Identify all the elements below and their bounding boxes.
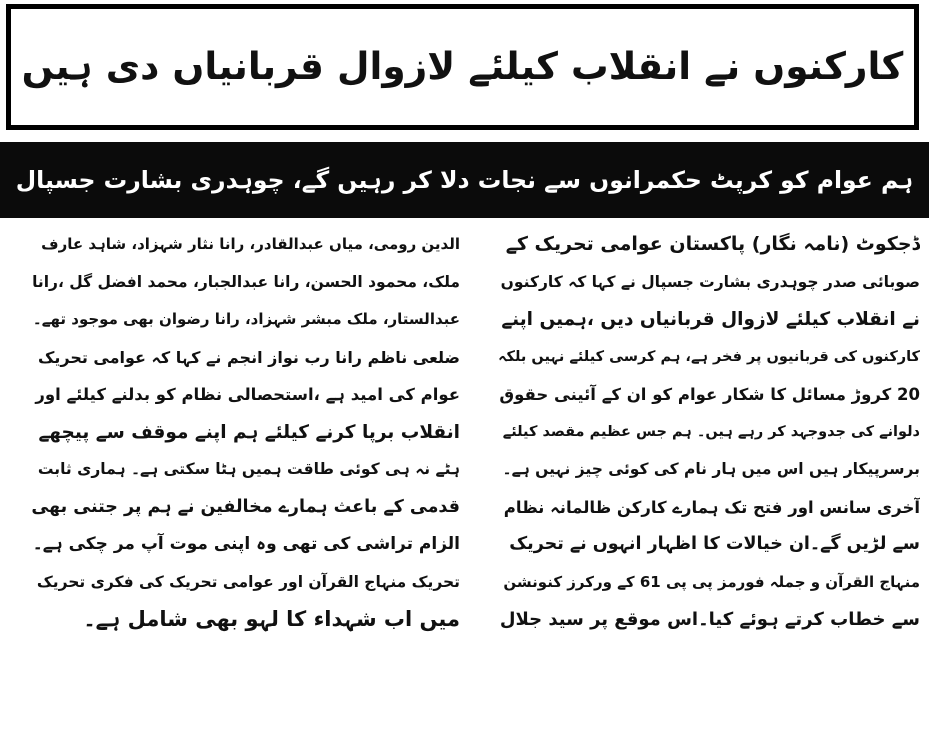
article-line: ضلعی ناظم رانا رب نواز انجم نے کہا کہ عوامی تحریک	[37, 347, 460, 367]
article-line: دلوانے کی جدوجہد کر رہے ہیں۔ ہم جس عظیم مقصد کیلئے	[502, 423, 920, 440]
article-line: برسرپیکار ہیں اس میں ہار نام کی کوئی چیز نہیں ہے۔	[502, 460, 920, 478]
article-line: ملک، محمود الحسن، رانا عبدالجبار، محمد افضل گل ،رانا	[32, 272, 460, 291]
article-line: عبدالستار، ملک مبشر شہزاد، رانا رضوان بھی موجود تھے۔	[32, 310, 460, 328]
article-line: نے انقلاب کیلئے لازوال قربانیاں دیں ،ہمیں اپنے	[501, 309, 920, 330]
article-line: ہٹے نہ ہی کوئی طاقت ہمیں ہٹا سکتی ہے۔ ہماری ثابت	[37, 460, 460, 478]
subheadline-bar	[0, 142, 929, 218]
article-line: 20 کروڑ مسائل کا شکار عوام کو ان کے آئینی حقوق	[499, 385, 920, 404]
article-line: سے خطاب کرتے ہوئے کیا۔اس موقع پر سید جلال	[499, 609, 920, 630]
article-column-left	[8, 226, 460, 752]
subheadline: ہم عوام کو کرپٹ حکمرانوں سے نجات دلا کر رہیں گے، چوہدری بشارت جسپال	[15, 166, 914, 194]
article-line: الدین رومی، میاں عبدالقادر، رانا نثار شہزاد، شاہد عارف	[41, 235, 460, 253]
headline-box	[6, 4, 919, 130]
article-line: عوام کی امید ہے ،استحصالی نظام کو بدلنے کیلئے اور	[35, 385, 460, 404]
article-column-right	[478, 226, 920, 752]
article-line: ڈجکوٹ (نامہ نگار) پاکستان عوامی تحریک کے	[505, 233, 920, 255]
article-line: الزام تراشی کی تھی وہ اپنی موت آپ مر چکی ہے۔	[32, 534, 460, 554]
article-line: میں اب شہداء کا لہو بھی شامل ہے۔	[83, 607, 460, 631]
article-line: منہاج القرآن و جملہ فورمز پی پی 61 کے ورکرز کنونشن	[503, 572, 920, 591]
article-line: کارکنوں کی قربانیوں پر فخر ہے، ہم کرسی کیلئے نہیں بلکہ	[498, 348, 920, 365]
article-line: تحریک منہاج القرآن اور عوامی تحریک کی فکری تحریک	[36, 572, 460, 591]
article-line: سے لڑیں گے۔ان خیالات کا اظہار انہوں نے تحریک	[509, 534, 920, 554]
article-line: انقلاب برپا کرنے کیلئے ہم اپنے موقف سے پیچھے	[38, 421, 460, 443]
article-line: صوبائی صدر چوہدری بشارت جسپال نے کہا کہ کارکنوں	[500, 272, 920, 291]
article-line: آخری سانس اور فتح تک ہمارے کارکن ظالمانہ نظام	[503, 497, 920, 517]
article-line: قدمی کے باعث ہمارے مخالفین نے ہم پر جتنی بھی	[31, 496, 460, 517]
headline: کارکنوں نے انقلاب کیلئے لازوال قربانیاں دی ہیں	[21, 44, 904, 89]
